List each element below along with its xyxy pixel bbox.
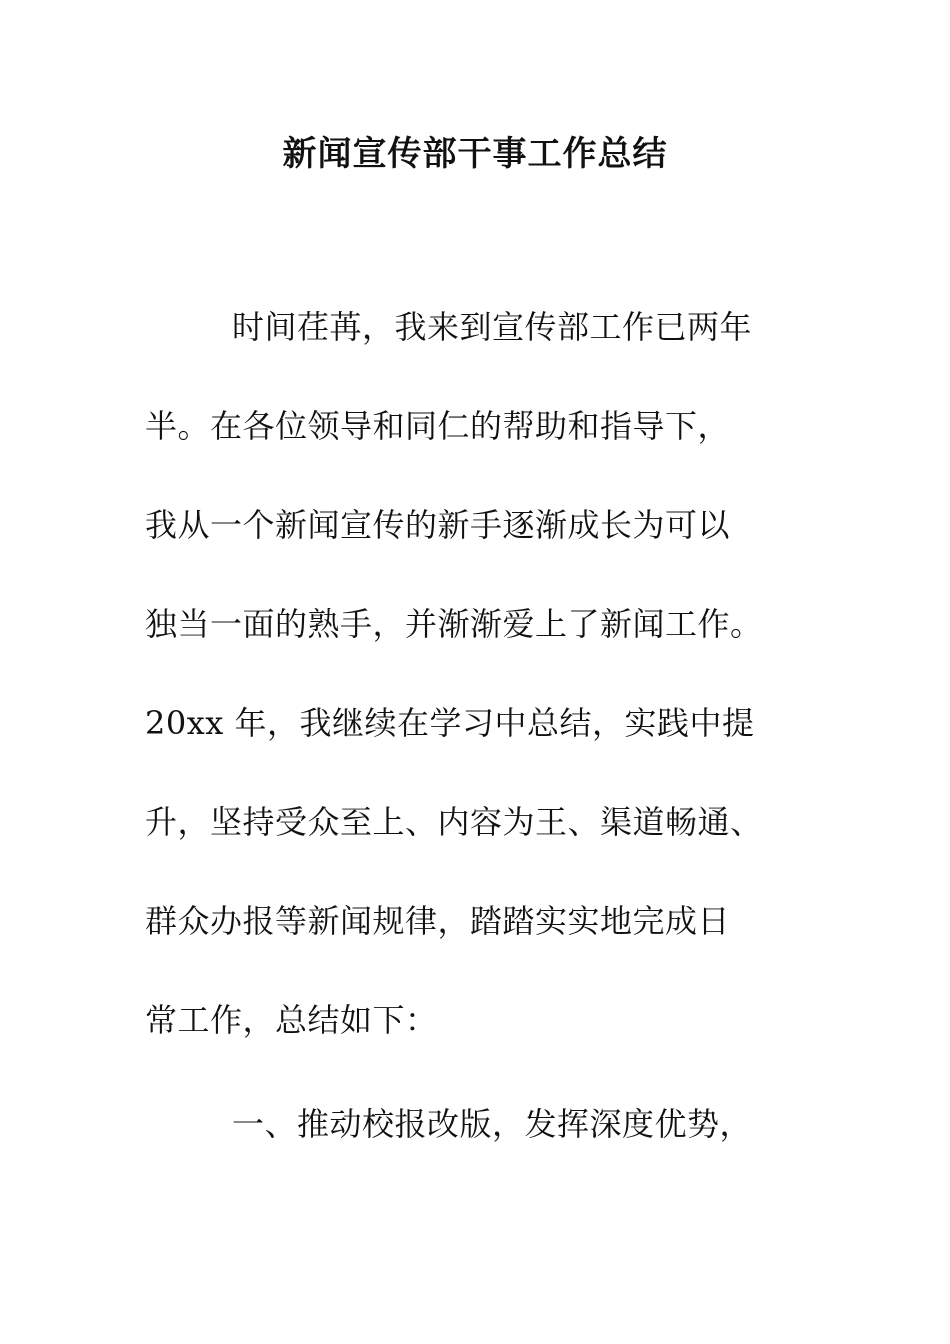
paragraph-line: 独当一面的熟手，并渐渐爱上了新闻工作。 [145,605,763,643]
section-heading-line: 一、推动校报改版，发挥深度优势， [232,1105,753,1143]
paragraph-line: 群众办报等新闻规律，踏踏实实地完成日 [145,902,731,940]
paragraph-line: 我从一个新闻宣传的新手逐渐成长为可以 [145,506,731,544]
paragraph-line: 半。在各位领导和同仁的帮助和指导下， [145,407,731,445]
paragraph-line: 升，坚持受众至上、内容为王、渠道畅通、 [145,803,763,841]
paragraph-line: 时间荏苒，我来到宣传部工作已两年 [232,308,753,346]
document-title: 新闻宣传部干事工作总结 [282,134,668,174]
paragraph-line: 20xx 年，我继续在学习中总结，实践中提 [145,704,755,742]
paragraph-line: 常工作，总结如下： [145,1001,438,1039]
